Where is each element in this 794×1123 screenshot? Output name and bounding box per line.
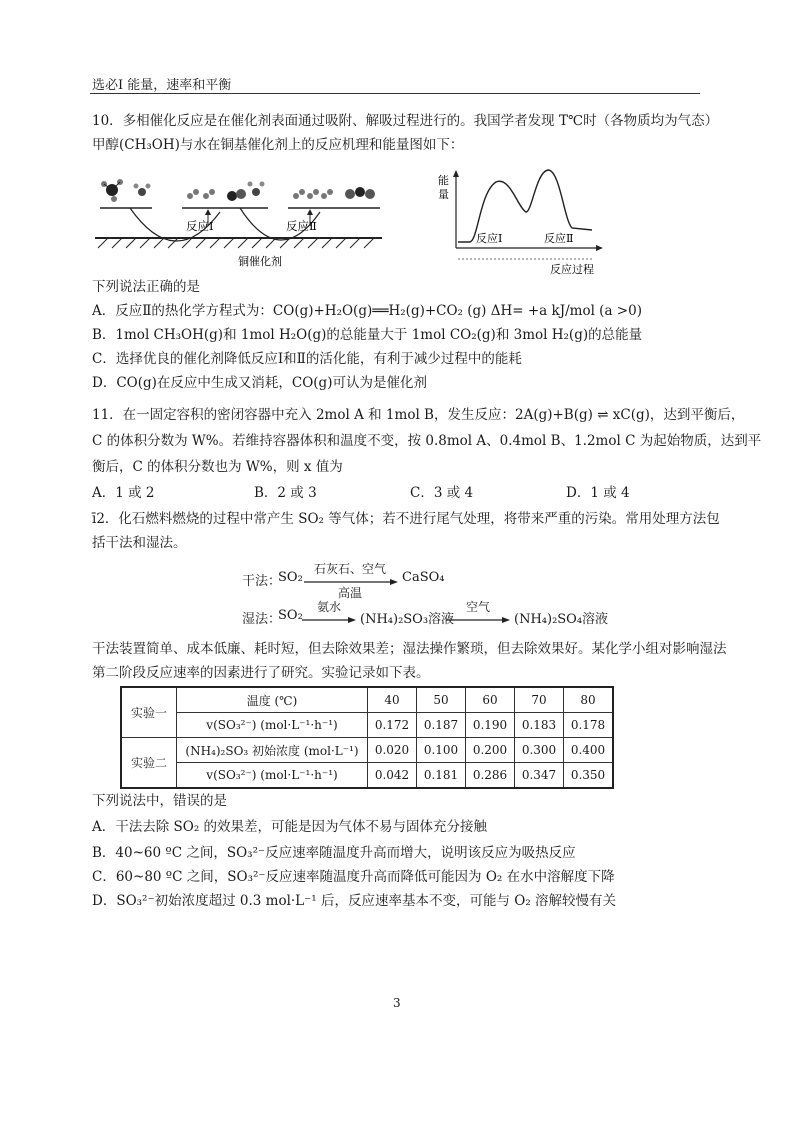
- wet-intermediate: (NH₄)₂SO₃溶液: [360, 612, 455, 627]
- page-header-title: 选必Ⅰ 能量，速率和平衡: [92, 78, 232, 93]
- table-cell: 0.172: [368, 713, 417, 738]
- energy-x-axis-arrowhead: [596, 245, 603, 251]
- q10-option-c[interactable]: C．选择优良的催化剂降低反应Ⅰ和Ⅱ的活化能，有利于减少过程中的能耗: [92, 351, 522, 367]
- mech-arrowhead-1: [205, 209, 211, 215]
- q12-prompt: 下列说法中，错误的是: [92, 793, 227, 809]
- q10-option-a[interactable]: A．反应Ⅱ的热化学方程式为：CO(g)+H₂O(g)══H₂(g)+CO₂ (g) ΔH= +a kJ/mol (a >0): [92, 303, 642, 319]
- energy-label-reaction-2: 反应Ⅱ: [544, 232, 574, 245]
- energy-diagram: [432, 162, 612, 278]
- q11-stem-line1: 11．在一固定容积的密闭容器中充入 2mol A 和 1mol B，发生反应：2A(g)+B(g) ⇌ xC(g)，达到平衡后，: [92, 407, 745, 423]
- q11-option-a[interactable]: A．1 或 2: [92, 485, 155, 501]
- q12-desc-line2: 第二阶段反应速率的因素进行了研究。实验记录如下表。: [92, 665, 430, 681]
- table-cell: 50: [417, 687, 466, 713]
- experiment-table: [120, 686, 614, 789]
- energy-y-axis-arrowhead: [453, 170, 459, 177]
- dry-reactant: SO₂: [278, 570, 303, 585]
- mech-label-reaction-2: 反应Ⅱ: [286, 219, 317, 233]
- wet-reagent-2: 空气: [465, 600, 490, 614]
- table-cell: 0.181: [417, 763, 466, 789]
- table-cell: 0.042: [368, 763, 417, 789]
- table-cell: 70: [515, 687, 564, 713]
- q11-option-c[interactable]: C．3 或 4: [410, 485, 474, 501]
- q11-option-d[interactable]: D．1 或 4: [566, 485, 630, 501]
- table-cell: 60: [466, 687, 515, 713]
- table-cell: 0.020: [368, 738, 417, 763]
- table-cell: 0.190: [466, 713, 515, 738]
- table-cell: 80: [564, 687, 614, 713]
- wet-product: (NH₄)₂SO₄溶液: [514, 612, 609, 627]
- energy-x-label: 反应过程: [550, 263, 594, 276]
- table-cell: 0.347: [515, 763, 564, 789]
- table-cell: 0.178: [564, 713, 614, 738]
- q11-stem-line2: C 的体积分数为 W%。若维持容器体积和温度不变，按 0.8mol A、0.4mol B、1.2mol C 为起始物质，达到平: [92, 433, 762, 449]
- wet-reactant: SO₂: [278, 608, 303, 623]
- q10-prompt: 下列说法正确的是: [92, 279, 200, 295]
- dry-method-label: 干法：: [242, 574, 282, 589]
- table-row: [121, 763, 613, 789]
- wet-arrow-1: [302, 616, 356, 624]
- table-cell: 0.300: [515, 738, 564, 763]
- dry-product: CaSO₄: [402, 570, 445, 585]
- q10-stem-line2: 甲醇(CH₃OH)与水在铜基催化剂上的反应机理和能量图如下：: [92, 137, 464, 153]
- table-cell: 0.400: [564, 738, 614, 763]
- q12-option-d[interactable]: D．SO₃²⁻初始浓度超过 0.3 mol·L⁻¹ 后，反应速率基本不变，可能与 O₂ 溶解较慢有关: [92, 893, 617, 909]
- q12-option-a[interactable]: A．干法去除 SO₂ 的效果差，可能是因为气体不易与固体充分接触: [92, 819, 488, 835]
- table-cell: 40: [368, 687, 417, 713]
- energy-y-label-2: 量: [438, 188, 449, 201]
- row3-header: (NH₄)₂SO₃ 初始浓度 (mol·L⁻¹): [177, 738, 368, 763]
- molecule-icons: [101, 179, 375, 202]
- table-cell: 0.100: [417, 738, 466, 763]
- q11-option-b[interactable]: B．2 或 3: [254, 485, 317, 501]
- table-cell: 0.350: [564, 763, 614, 789]
- wet-method-label: 湿法：: [242, 612, 282, 627]
- row2-header: v(SO₃²⁻) (mol·L⁻¹·h⁻¹): [177, 713, 368, 738]
- q12-option-b[interactable]: B．40~60 ºC 之间，SO₃²⁻反应速率随温度升高而增大，说明该反应为吸热反应: [92, 845, 576, 861]
- dry-condition-below: 高温: [337, 586, 362, 600]
- catalyst-label: 铜催化剂: [238, 255, 282, 268]
- q11-stem-line3: 衡后，C 的体积分数也为 W%，则 x 值为: [92, 459, 343, 475]
- mech-arrowhead-2: [307, 209, 313, 215]
- q12-desc-line1: 干法装置简单、成本低廉、耗时短，但去除效果差；湿法操作繁琐，但去除效果好。某化学小组对影响湿法: [92, 641, 727, 657]
- wet-reagent-1: 氨水: [316, 600, 341, 614]
- q10-stem-line1: 10．多相催化反应是在催化剂表面通过吸附、解吸过程进行的。我国学者发现 T℃时（各物质均为气态）: [92, 113, 719, 129]
- q10-option-b[interactable]: B．1mol CH₃OH(g)和 1mol H₂O(g)的总能量大于 1mol CO₂(g)和 3mol H₂(g)的总能量: [92, 327, 643, 343]
- q12-option-c[interactable]: C．60~80 ºC 之间，SO₃²⁻反应速率随温度升高而降低可能因为 O₂ 在水中溶解度下降: [92, 869, 615, 885]
- exp1-label: 实验一: [121, 687, 177, 738]
- mechanism-diagram: [90, 162, 390, 274]
- energy-y-label-1: 能: [438, 174, 449, 187]
- catalyst-hatching: [98, 238, 374, 248]
- table-row: [121, 687, 613, 713]
- table-cell: 0.286: [466, 763, 515, 789]
- energy-label-reaction-1: 反应Ⅰ: [476, 232, 503, 245]
- dry-condition-above: 石灰石、空气: [313, 562, 386, 576]
- q12-stem-line1: ī2．化石燃料燃烧的过程中常产生 SO₂ 等气体；若不进行尾气处理，将带来严重的污染。常用处理方法包: [92, 511, 720, 527]
- table-cell: 0.200: [466, 738, 515, 763]
- table-row: [121, 738, 613, 763]
- table-cell: 0.183: [515, 713, 564, 738]
- wet-arrow-2: [446, 616, 510, 624]
- table-cell: 0.187: [417, 713, 466, 738]
- row4-header: v(SO₃²⁻) (mol·L⁻¹·h⁻¹): [177, 763, 368, 789]
- table-row: [121, 713, 613, 738]
- mech-label-reaction-1: 反应Ⅰ: [186, 219, 214, 233]
- page-number: 3: [393, 996, 401, 1010]
- header-divider: [90, 93, 700, 94]
- exp2-label: 实验二: [121, 738, 177, 789]
- row1-header: 温度 (℃): [177, 687, 368, 713]
- q12-stem-line2: 括干法和湿法。: [92, 535, 187, 551]
- q10-option-d[interactable]: D．CO(g)在反应中生成又消耗，CO(g)可认为是催化剂: [92, 375, 427, 391]
